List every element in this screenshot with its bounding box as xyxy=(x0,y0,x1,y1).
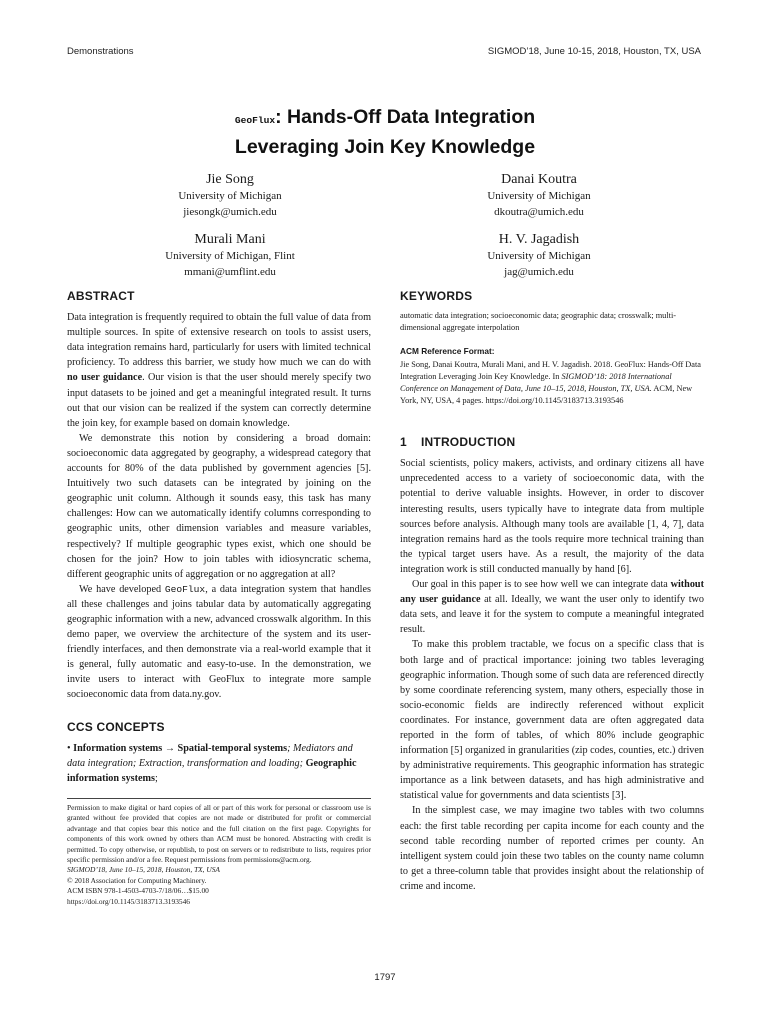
author-name: H. V. Jagadish xyxy=(498,232,580,247)
author-affiliation: University of Michigan, Flint xyxy=(165,250,295,262)
intro-paragraph: Our goal in this paper is to see how well we can integrate data without any user guidance at all. Ideally, we want the user only to identify two data sets, and leave it for the system to compute a meaningful integrated result. xyxy=(400,579,704,636)
title-line1: : Hands-Off Data Integration xyxy=(275,106,536,128)
keywords-text: automatic data integration; socioeconomic data; geographic data; crosswalk; multi-dimensional aggregate interpolation xyxy=(400,311,677,333)
acm-reference-heading: ACM Reference Format: xyxy=(400,346,495,357)
author-email: jiesongk@umich.edu xyxy=(183,205,277,218)
author-block xyxy=(389,231,689,280)
author-name: Jie Song xyxy=(206,172,254,187)
author-affiliation: University of Michigan xyxy=(178,190,282,202)
acm-reference-text: Jie Song, Danai Koutra, Murali Mani, and H. V. Jagadish. 2018. GeoFlux: Hands-Off Data Integration Leveraging Join Key Knowledge. In SIGMOD’18: 2018 International Conference on Management of Data, June 10–15, 2018, Houston, TX, USA. ACM, New York, NY, USA, 4 pages. https://doi.org/10.1145/3183713.3193546 xyxy=(400,360,701,406)
author-affiliation: University of Michigan xyxy=(487,190,591,202)
abstract-paragraph: We have developed GeoFlux, a data integration system that handles all these challenges and joins tabular data by automatically aggregating geographic information with a new, advanced crosswalk algorithm. In this demo paper, we overview the architecture of the system and its user-friendly interfaces, and then demonstrate via a real-world example that it is general, fully automatic and easy-to-use. In the demonstration, we invite users to interact with GeoFlux to integrate more sample socioeconomic data from data.ny.gov. xyxy=(67,583,371,701)
author-name: Danai Koutra xyxy=(501,172,577,187)
author-block xyxy=(80,231,380,280)
author-email: dkoutra@umich.edu xyxy=(494,205,584,218)
intro-paragraph: In the simplest case, we may imagine two tables with two columns each: the first table recording per capita income for each county and the second table recording number of reported crimes per county. An intelligent system could join these two tables on the county name column to get a three-column table that provides insight about the relationship of crime and income. xyxy=(400,805,704,892)
title-system-name: GeoFlux xyxy=(234,115,276,126)
author-affiliation: University of Michigan xyxy=(487,250,591,262)
page-number: 1797 xyxy=(374,972,396,983)
right-column xyxy=(400,289,704,894)
running-header-right: SIGMOD’18, June 10-15, 2018, Houston, TX, USA xyxy=(487,46,701,57)
intro-paragraph: Social scientists, policy makers, activists, and ordinary citizens all have unprecedented access to a variety of socioeconomic data, with the potential to derive valuable insights. However, in order to discover interesting results, users typically have to integrate data from multiple sources before analysis. Although many tools are available [1, 4, 7], data integration remains hard as the tools require more technical training than the typical target users have. As a result, the majority of the data integration work is still conducted manually by hand [6]. xyxy=(400,458,704,575)
intro-paragraph: To make this problem tractable, we focus on a specific class that is both large and of practical importance: joining two tables leveraging geographic information. Though some of such data are referenced directly by some coordinate referencing system, many others, especially those in socio-economic fields are indirectly referenced without explicit coordinates. For instance, government data are often aggregated data reported in the form of tables, of which 80% include geographic information [5] organized in granularities (zip codes, counties, etc.) driven by administrative requirements. This geographic information has strategic importance as a link between datasets, and has high administrative and statistical value for governments and data scientists [3]. xyxy=(400,639,704,802)
author-block xyxy=(80,171,380,220)
running-header-left: Demonstrations xyxy=(67,46,134,57)
abstract-heading: ABSTRACT xyxy=(67,289,135,303)
paper-title xyxy=(0,104,770,161)
author-email: mmani@umflint.edu xyxy=(184,265,276,278)
ccs-heading: CCS CONCEPTS xyxy=(67,719,165,734)
abstract-paragraph: Data integration is frequently required to obtain the full value of data from multiple sources. In spite of extensive research on tools to assist users, data integration remains hard, particularly for users with limited technical proficiency. To address this barrier, we study how much we can do with no user guidance. Our vision is that the user should merely specify two input datasets to be joined and get a meaningful integrated result. It turns out that our vision can be realized if the system can correctly determine the join key, for example based on domain knowledge. xyxy=(67,312,371,429)
title-line2: Leveraging Join Key Knowledge xyxy=(234,136,536,158)
introduction-heading: 1 INTRODUCTION xyxy=(400,435,516,450)
left-column xyxy=(67,289,371,907)
author-email: jag@umich.edu xyxy=(504,265,574,278)
permission-notice: Permission to make digital or hard copies of all or part of this work for personal or classroom use is granted without fee provided that copies are not made or distributed for profit or commercial advantage and that copies bear this notice and the full citation on the first page. Copyrights for components of this work owned by others than ACM must be honored. Abstracting with credit is permitted. To copy otherwise, or republish, to post on servers or to redistribute to lists, requires prior specific permission and/or a fee. Request permissions from permissions@acm.org. SIGMOD’18, June 10–15, 2018, Houston, TX, USA © 2018 Association for Computing Machinery. ACM ISBN 978-1-4503-4703-7/18/06…$15.00 https://doi.org/10.1145/3183713.3193546 xyxy=(67,798,371,907)
abstract-paragraph: We demonstrate this notion by considering a broad domain: socioeconomic data aggregated by geography, a widespread category that accounts for 80% of the data published by government agencies [5]. Intuitively two such datasets can be integrated by joining on the geographic unit column. Although it sounds easy, this task has many challenges: How can we automatically identify columns corresponding to geographic units, other dimension variables and measure variables, respectively? If multiple geographic types exist, which one should be chosen for the join? How to join tables with idiosyncratic schema, different geographic units of aggregation or no aggregation at all? xyxy=(67,432,371,580)
author-name: Murali Mani xyxy=(194,232,266,247)
ccs-concepts: • Information systems → Spatial-temporal systems; Mediators and data integration; Extraction, transformation and loading; Geographic information systems; xyxy=(67,742,357,784)
author-block xyxy=(389,171,689,220)
keywords-heading: KEYWORDS xyxy=(400,289,473,303)
